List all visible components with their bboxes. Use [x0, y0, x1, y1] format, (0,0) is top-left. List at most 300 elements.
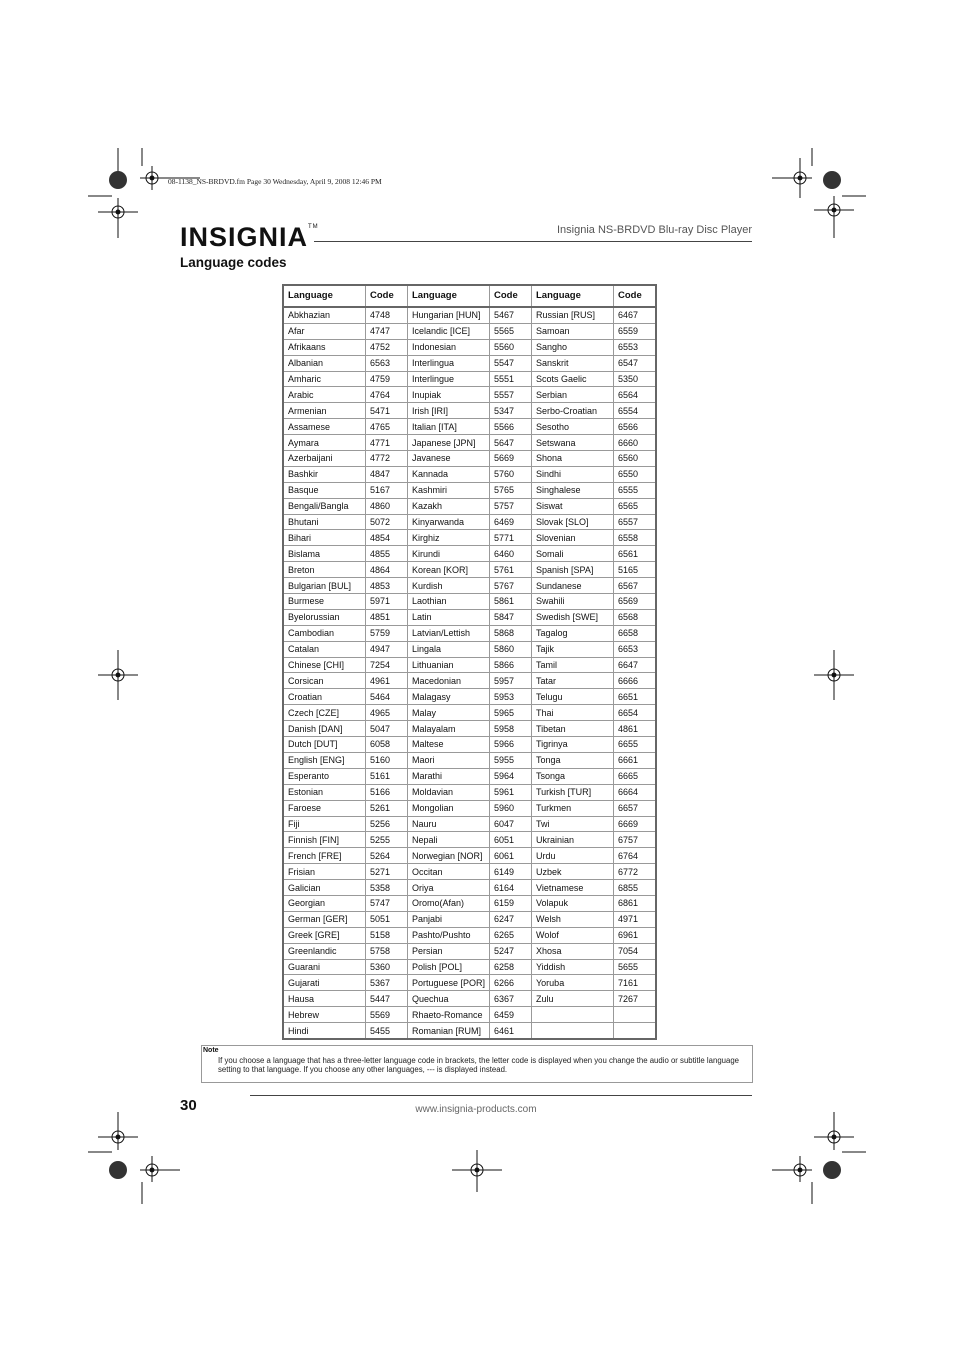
table-row — [283, 466, 656, 482]
language-cell: Inupiak — [408, 387, 490, 403]
language-cell: Sanskrit — [532, 355, 614, 371]
code-cell: 6561 — [614, 546, 657, 562]
code-cell: 6647 — [614, 657, 657, 673]
table-row — [283, 673, 656, 689]
code-cell: 6553 — [614, 339, 657, 355]
language-cell: Oriya — [408, 880, 490, 896]
language-cell: Turkish [TUR] — [532, 784, 614, 800]
code-cell: 6563 — [366, 355, 408, 371]
code-cell: 5964 — [490, 768, 532, 784]
code-cell: 5367 — [366, 975, 408, 991]
code-cell: 5471 — [366, 403, 408, 419]
code-cell: 6655 — [614, 737, 657, 753]
language-cell: Swahili — [532, 594, 614, 610]
table-row — [283, 816, 656, 832]
language-cell: Spanish [SPA] — [532, 562, 614, 578]
language-cell: Latvian/Lettish — [408, 625, 490, 641]
code-cell: 5569 — [366, 1007, 408, 1023]
code-cell: 5072 — [366, 514, 408, 530]
language-cell: Nepali — [408, 832, 490, 848]
language-cell: Tajik — [532, 641, 614, 657]
code-cell: 5565 — [490, 323, 532, 339]
code-cell: 5271 — [366, 864, 408, 880]
code-cell: 5866 — [490, 657, 532, 673]
language-cell: Maltese — [408, 737, 490, 753]
code-cell: 6047 — [490, 816, 532, 832]
table-row — [283, 895, 656, 911]
language-cell: Xhosa — [532, 943, 614, 959]
code-cell: 6469 — [490, 514, 532, 530]
code-cell: 6459 — [490, 1007, 532, 1023]
table-row — [283, 562, 656, 578]
code-cell: 6558 — [614, 530, 657, 546]
language-cell: Sangho — [532, 339, 614, 355]
code-cell: 6460 — [490, 546, 532, 562]
code-cell: 6550 — [614, 466, 657, 482]
code-cell: 6567 — [614, 578, 657, 594]
language-cell: Sindhi — [532, 466, 614, 482]
code-cell: 5860 — [490, 641, 532, 657]
table-row — [283, 689, 656, 705]
language-cell: Burmese — [283, 594, 366, 610]
language-cell: Scots Gaelic — [532, 371, 614, 387]
code-cell: 6661 — [614, 752, 657, 768]
language-cell: Armenian — [283, 403, 366, 419]
table-row — [283, 451, 656, 467]
code-cell: 6855 — [614, 880, 657, 896]
code-cell: 5759 — [366, 625, 408, 641]
code-cell: 5161 — [366, 768, 408, 784]
code-cell: 5358 — [366, 880, 408, 896]
table-row — [283, 832, 656, 848]
code-cell — [614, 1007, 657, 1023]
language-cell: Czech [CZE] — [283, 705, 366, 721]
language-cell: Kinyarwanda — [408, 514, 490, 530]
code-cell: 5868 — [490, 625, 532, 641]
code-cell: 5965 — [490, 705, 532, 721]
code-cell: 5647 — [490, 435, 532, 451]
code-cell: 6367 — [490, 991, 532, 1007]
code-cell: 5566 — [490, 419, 532, 435]
table-row — [283, 435, 656, 451]
code-cell: 6772 — [614, 864, 657, 880]
language-cell: Malay — [408, 705, 490, 721]
table-row — [283, 625, 656, 641]
language-cell: Malagasy — [408, 689, 490, 705]
language-cell: Bashkir — [283, 466, 366, 482]
code-cell: 5158 — [366, 927, 408, 943]
language-cell: Byelorussian — [283, 609, 366, 625]
table-row — [283, 848, 656, 864]
language-cell: Azerbaijani — [283, 451, 366, 467]
code-cell: 6664 — [614, 784, 657, 800]
table-row — [283, 1023, 656, 1039]
language-cell: Welsh — [532, 911, 614, 927]
language-cell: Aymara — [283, 435, 366, 451]
table-row — [283, 641, 656, 657]
code-cell: 4961 — [366, 673, 408, 689]
language-cell: Greenlandic — [283, 943, 366, 959]
product-name: Insignia NS-BRDVD Blu-ray Disc Player — [557, 224, 752, 236]
language-cell: Urdu — [532, 848, 614, 864]
table-row — [283, 371, 656, 387]
language-cell: Occitan — [408, 864, 490, 880]
column-header: Language — [532, 285, 614, 307]
language-cell: Quechua — [408, 991, 490, 1007]
footer-rule — [250, 1095, 752, 1096]
code-cell: 5557 — [490, 387, 532, 403]
code-cell: 5264 — [366, 848, 408, 864]
language-cell: Finnish [FIN] — [283, 832, 366, 848]
code-cell: 6564 — [614, 387, 657, 403]
code-cell: 4771 — [366, 435, 408, 451]
insignia-logo — [180, 222, 319, 253]
code-cell: 5464 — [366, 689, 408, 705]
table-row — [283, 943, 656, 959]
language-cell: Ukrainian — [532, 832, 614, 848]
language-cell: Macedonian — [408, 673, 490, 689]
language-cell: German [GER] — [283, 911, 366, 927]
table-row — [283, 768, 656, 784]
code-cell — [614, 1023, 657, 1039]
language-cell: Tsonga — [532, 768, 614, 784]
code-cell: 4864 — [366, 562, 408, 578]
code-cell: 5971 — [366, 594, 408, 610]
table-row — [283, 530, 656, 546]
table-row — [283, 752, 656, 768]
table-row — [283, 927, 656, 943]
code-cell: 6555 — [614, 482, 657, 498]
note-text: If you choose a language that has a three-letter language code in brackets, the letter code is displayed when you change the audio or subtitle language setting to that language. If you choose any other languages, --- is displayed instead. — [218, 1056, 740, 1075]
language-cell: Marathi — [408, 768, 490, 784]
code-cell: 6861 — [614, 895, 657, 911]
code-cell: 6560 — [614, 451, 657, 467]
code-cell: 4765 — [366, 419, 408, 435]
language-cell: Japanese [JPN] — [408, 435, 490, 451]
table-row — [283, 784, 656, 800]
language-cell: Gujarati — [283, 975, 366, 991]
language-cell: Yiddish — [532, 959, 614, 975]
language-cell: Singhalese — [532, 482, 614, 498]
code-cell: 5760 — [490, 466, 532, 482]
code-cell: 5047 — [366, 721, 408, 737]
code-cell: 4853 — [366, 578, 408, 594]
language-cell: Galician — [283, 880, 366, 896]
code-cell: 5455 — [366, 1023, 408, 1039]
column-header: Language — [408, 285, 490, 307]
language-cell: Amharic — [283, 371, 366, 387]
code-cell: 7161 — [614, 975, 657, 991]
language-cell: Telugu — [532, 689, 614, 705]
column-header: Language — [283, 285, 366, 307]
language-cell: Korean [KOR] — [408, 562, 490, 578]
code-cell: 6764 — [614, 848, 657, 864]
language-cell: Kazakh — [408, 498, 490, 514]
code-cell: 6051 — [490, 832, 532, 848]
language-cell: Tonga — [532, 752, 614, 768]
code-cell: 6265 — [490, 927, 532, 943]
language-cell: Setswana — [532, 435, 614, 451]
code-cell: 6266 — [490, 975, 532, 991]
language-cell: Serbo-Croatian — [532, 403, 614, 419]
language-cell: Hebrew — [283, 1007, 366, 1023]
code-cell: 6961 — [614, 927, 657, 943]
table-row — [283, 705, 656, 721]
language-cell: Romanian [RUM] — [408, 1023, 490, 1039]
language-cell: Malayalam — [408, 721, 490, 737]
language-cell: Vietnamese — [532, 880, 614, 896]
language-cell: Russian [RUS] — [532, 307, 614, 323]
table-row — [283, 880, 656, 896]
language-cell: Serbian — [532, 387, 614, 403]
language-cell: Swedish [SWE] — [532, 609, 614, 625]
page-number: 30 — [180, 1097, 197, 1114]
code-cell: 5347 — [490, 403, 532, 419]
code-cell: 5747 — [366, 895, 408, 911]
code-cell: 6565 — [614, 498, 657, 514]
language-cell: Assamese — [283, 419, 366, 435]
code-cell: 6159 — [490, 895, 532, 911]
code-cell: 6557 — [614, 514, 657, 530]
language-cell: Volapuk — [532, 895, 614, 911]
code-cell: 6666 — [614, 673, 657, 689]
language-cell: Croatian — [283, 689, 366, 705]
code-cell: 5953 — [490, 689, 532, 705]
language-cell: Uzbek — [532, 864, 614, 880]
code-cell: 5166 — [366, 784, 408, 800]
code-cell: 4759 — [366, 371, 408, 387]
code-cell: 5655 — [614, 959, 657, 975]
language-cell: Fiji — [283, 816, 366, 832]
language-cell: Dutch [DUT] — [283, 737, 366, 753]
table-row — [283, 498, 656, 514]
language-cell: Hausa — [283, 991, 366, 1007]
table-row — [283, 737, 656, 753]
language-cell: Afar — [283, 323, 366, 339]
code-cell: 6654 — [614, 705, 657, 721]
language-cell: Esperanto — [283, 768, 366, 784]
table-row — [283, 721, 656, 737]
table-row — [283, 355, 656, 371]
language-cell: Bislama — [283, 546, 366, 562]
table-row — [283, 387, 656, 403]
table-row — [283, 323, 656, 339]
language-cell: Hindi — [283, 1023, 366, 1039]
table-body — [283, 307, 656, 1039]
language-cell: Slovak [SLO] — [532, 514, 614, 530]
language-cell: Shona — [532, 451, 614, 467]
code-cell: 5051 — [366, 911, 408, 927]
footer-url: www.insignia-products.com — [415, 1104, 537, 1115]
code-cell: 6149 — [490, 864, 532, 880]
code-cell: 5261 — [366, 800, 408, 816]
language-cell: Mongolian — [408, 800, 490, 816]
language-cell: Tagalog — [532, 625, 614, 641]
table-row — [283, 864, 656, 880]
language-cell: Tibetan — [532, 721, 614, 737]
language-cell: Latin — [408, 609, 490, 625]
code-cell: 6554 — [614, 403, 657, 419]
code-cell: 5167 — [366, 482, 408, 498]
language-cell: Panjabi — [408, 911, 490, 927]
language-cell: Icelandic [ICE] — [408, 323, 490, 339]
code-cell: 6467 — [614, 307, 657, 323]
language-cell: Bhutani — [283, 514, 366, 530]
language-cell: Tatar — [532, 673, 614, 689]
note-label: Note — [203, 1047, 219, 1054]
code-cell: 6061 — [490, 848, 532, 864]
language-cell: Bulgarian [BUL] — [283, 578, 366, 594]
language-cell: Hungarian [HUN] — [408, 307, 490, 323]
code-cell: 5467 — [490, 307, 532, 323]
language-cell: Pashto/Pushto — [408, 927, 490, 943]
logo-text: INSIGNIA — [180, 222, 309, 252]
code-cell: 6651 — [614, 689, 657, 705]
table-row — [283, 578, 656, 594]
code-cell: 5847 — [490, 609, 532, 625]
code-cell: 4851 — [366, 609, 408, 625]
table-row — [283, 657, 656, 673]
table-header-row — [283, 285, 656, 307]
language-cell: Indonesian — [408, 339, 490, 355]
language-cell: Moldavian — [408, 784, 490, 800]
language-cell: Greek [GRE] — [283, 927, 366, 943]
column-header: Code — [614, 285, 657, 307]
code-cell: 5861 — [490, 594, 532, 610]
code-cell: 5761 — [490, 562, 532, 578]
language-cell: Norwegian [NOR] — [408, 848, 490, 864]
code-cell: 5958 — [490, 721, 532, 737]
code-cell: 5160 — [366, 752, 408, 768]
language-cell: Afrikaans — [283, 339, 366, 355]
language-cell: Breton — [283, 562, 366, 578]
table-row — [283, 975, 656, 991]
code-cell: 6461 — [490, 1023, 532, 1039]
code-cell: 4947 — [366, 641, 408, 657]
code-cell: 4965 — [366, 705, 408, 721]
language-cell: Guarani — [283, 959, 366, 975]
code-cell: 6164 — [490, 880, 532, 896]
language-cell: Yoruba — [532, 975, 614, 991]
code-cell: 4764 — [366, 387, 408, 403]
code-cell: 5360 — [366, 959, 408, 975]
language-cell: Samoan — [532, 323, 614, 339]
code-cell: 5961 — [490, 784, 532, 800]
language-cell: Thai — [532, 705, 614, 721]
table-row — [283, 911, 656, 927]
code-cell: 5669 — [490, 451, 532, 467]
language-cell: Corsican — [283, 673, 366, 689]
language-cell: Italian [ITA] — [408, 419, 490, 435]
code-cell: 5547 — [490, 355, 532, 371]
column-header: Code — [366, 285, 408, 307]
language-cell: English [ENG] — [283, 752, 366, 768]
logo-trademark: TM — [308, 224, 319, 230]
language-cell: Faroese — [283, 800, 366, 816]
language-cell: Abkhazian — [283, 307, 366, 323]
language-cell: Danish [DAN] — [283, 721, 366, 737]
code-cell: 7267 — [614, 991, 657, 1007]
language-cell: Somali — [532, 546, 614, 562]
code-cell: 5955 — [490, 752, 532, 768]
code-cell: 4854 — [366, 530, 408, 546]
language-cell: Lithuanian — [408, 657, 490, 673]
column-header: Code — [490, 285, 532, 307]
code-cell: 6665 — [614, 768, 657, 784]
table-row — [283, 594, 656, 610]
table-row — [283, 514, 656, 530]
code-cell: 6247 — [490, 911, 532, 927]
language-cell: Siswat — [532, 498, 614, 514]
language-cell: Kirundi — [408, 546, 490, 562]
code-cell: 4861 — [614, 721, 657, 737]
header-rule — [314, 241, 752, 242]
language-cell: Bihari — [283, 530, 366, 546]
code-cell: 5966 — [490, 737, 532, 753]
language-cell: Kurdish — [408, 578, 490, 594]
code-cell: 6547 — [614, 355, 657, 371]
language-cell: Slovenian — [532, 530, 614, 546]
code-cell: 4971 — [614, 911, 657, 927]
code-cell: 6258 — [490, 959, 532, 975]
language-cell: Frisian — [283, 864, 366, 880]
code-cell: 5757 — [490, 498, 532, 514]
language-cell: Tigrinya — [532, 737, 614, 753]
language-cell: Basque — [283, 482, 366, 498]
language-cell: Zulu — [532, 991, 614, 1007]
table-row — [283, 307, 656, 323]
code-cell: 6569 — [614, 594, 657, 610]
table-row — [283, 800, 656, 816]
code-cell: 6058 — [366, 737, 408, 753]
language-cell: Bengali/Bangla — [283, 498, 366, 514]
code-cell: 4747 — [366, 323, 408, 339]
code-cell: 6657 — [614, 800, 657, 816]
table-row — [283, 991, 656, 1007]
code-cell: 6566 — [614, 419, 657, 435]
language-cell: Interlingua — [408, 355, 490, 371]
language-cell: Turkmen — [532, 800, 614, 816]
code-cell: 5560 — [490, 339, 532, 355]
language-cell: Irish [IRI] — [408, 403, 490, 419]
code-cell: 5758 — [366, 943, 408, 959]
code-cell: 5165 — [614, 562, 657, 578]
table-row — [283, 419, 656, 435]
language-cell: Twi — [532, 816, 614, 832]
code-cell: 5960 — [490, 800, 532, 816]
language-cell: Javanese — [408, 451, 490, 467]
language-cell: Tamil — [532, 657, 614, 673]
code-cell: 4748 — [366, 307, 408, 323]
code-cell: 7254 — [366, 657, 408, 673]
language-cell: Cambodian — [283, 625, 366, 641]
table-row — [283, 1007, 656, 1023]
code-cell: 6559 — [614, 323, 657, 339]
language-cell: Catalan — [283, 641, 366, 657]
language-cell: Chinese [CHI] — [283, 657, 366, 673]
code-cell: 6660 — [614, 435, 657, 451]
language-cell: Persian — [408, 943, 490, 959]
code-cell: 5256 — [366, 816, 408, 832]
language-cell: Portuguese [POR] — [408, 975, 490, 991]
language-cell: Kirghiz — [408, 530, 490, 546]
language-cell: Interlingue — [408, 371, 490, 387]
table-row — [283, 339, 656, 355]
code-cell: 5350 — [614, 371, 657, 387]
language-cell: Polish [POL] — [408, 959, 490, 975]
code-cell: 4752 — [366, 339, 408, 355]
language-cell: Kashmiri — [408, 482, 490, 498]
